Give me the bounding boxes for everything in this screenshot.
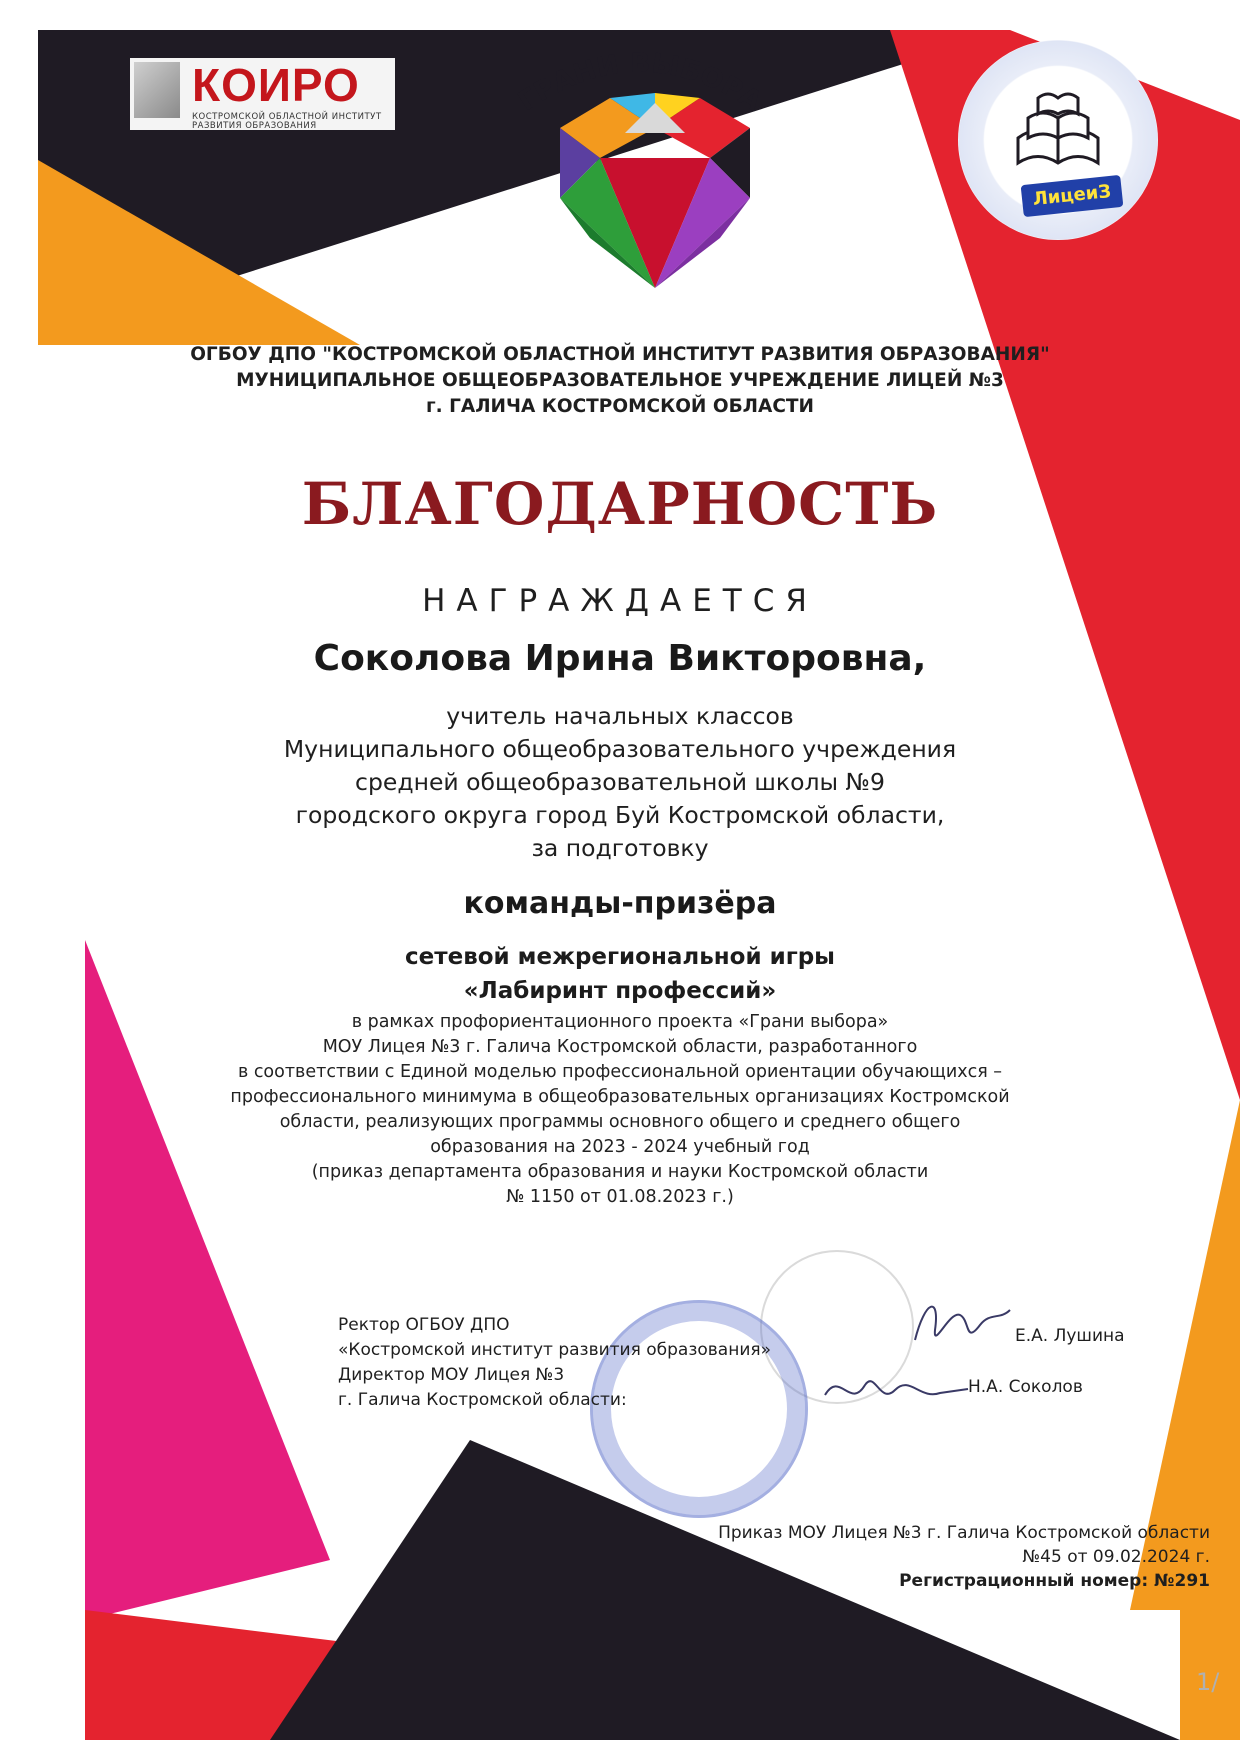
order-line-2: №45 от 09.02.2024 г. — [1022, 1547, 1210, 1567]
game-line-1: сетевой межрегиональной игры — [405, 944, 835, 970]
game-name — [0, 940, 1240, 1008]
game-line-2: «Лабиринт профессий» — [463, 978, 777, 1004]
grani-gem-icon — [530, 88, 780, 318]
rector-signature-block — [338, 1313, 771, 1363]
info-line: средней общеобразовательной школы №9 — [355, 768, 885, 796]
recipient-info — [0, 700, 1240, 865]
books-icon — [1008, 78, 1108, 178]
project-line: в соответствии с Единой моделью профессиональной ориентации обучающихся – — [237, 1062, 1003, 1082]
rector-name: Е.А. Лушина — [1015, 1326, 1125, 1346]
issuer-header — [0, 342, 1240, 420]
recipient-name: Соколова Ирина Викторовна, — [313, 638, 927, 679]
certificate-title: БЛАГОДАРНОСТЬ — [301, 470, 939, 538]
project-line: области, реализующих программы основного общего и среднего общего — [279, 1112, 961, 1132]
koiro-subtitle-1: КОСТРОМСКОЙ ОБЛАСТНОЙ ИНСТИТУТ — [192, 112, 382, 122]
director-title-line-2: г. Галича Костромской области: — [338, 1390, 627, 1410]
rector-title-line-2: «Костромской институт развития образования» — [338, 1340, 771, 1360]
project-description — [0, 1010, 1240, 1210]
project-line: (приказ департамента образования и науки Костромской области — [311, 1162, 929, 1182]
director-title-line-1: Директор МОУ Лицея №3 — [338, 1365, 565, 1385]
rector-signature-scribble — [905, 1290, 1015, 1360]
order-info — [560, 1521, 1210, 1593]
project-line: профессионального минимума в общеобразовательных организациях Костромской — [230, 1087, 1010, 1107]
project-line: МОУ Лицея №3 г. Галича Костромской области, разработанного — [322, 1037, 918, 1057]
info-line: учитель начальных классов — [446, 702, 794, 730]
rector-title-line-1: Ректор ОГБОУ ДПО — [338, 1315, 510, 1335]
project-line: образования на 2023 - 2024 учебный год — [430, 1137, 810, 1157]
koiro-mark-icon — [134, 62, 180, 118]
page-mark: 1/ — [1196, 1668, 1220, 1696]
koiro-subtitle-2: РАЗВИТИЯ ОБРАЗОВАНИЯ — [192, 121, 317, 131]
info-line: Муниципального общеобразовательного учреждения — [283, 735, 957, 763]
header-line-2: МУНИЦИПАЛЬНОЕ ОБЩЕОБРАЗОВАТЕЛЬНОЕ УЧРЕЖДЕНИЕ ЛИЦЕЙ №3 — [236, 370, 1004, 391]
project-line: № 1150 от 01.08.2023 г.) — [506, 1187, 734, 1207]
grani-logo-text: ГРАНИ ВЫБОРА — [512, 47, 768, 118]
koiro-logo — [130, 58, 395, 130]
header-line-3: г. ГАЛИЧА КОСТРОМСКОЙ ОБЛАСТИ — [425, 396, 815, 417]
project-line: в рамках профориентационного проекта «Грани выбора» — [351, 1012, 889, 1032]
header-line-1: ОГБОУ ДПО "КОСТРОМСКОЙ ОБЛАСТНОЙ ИНСТИТУТ РАЗВИТИЯ ОБРАЗОВАНИЯ" — [190, 344, 1050, 365]
lyceum-badge: ЛицеиЗ — [1021, 175, 1124, 217]
team-award: команды-призёра — [463, 886, 777, 921]
koiro-logo-text: КОИРО — [192, 59, 360, 111]
director-signature-scribble — [820, 1365, 970, 1415]
info-line: городского округа город Буй Костромской области, — [295, 801, 945, 829]
director-signature-block — [338, 1363, 627, 1413]
order-line-1: Приказ МОУ Лицея №3 г. Галича Костромской области — [718, 1523, 1210, 1543]
awarded-label: НАГРАЖДАЕТСЯ — [422, 583, 818, 619]
director-name: Н.А. Соколов — [968, 1377, 1083, 1397]
registration-number: Регистрационный номер: №291 — [899, 1571, 1210, 1591]
info-line: за подготовку — [531, 834, 709, 862]
